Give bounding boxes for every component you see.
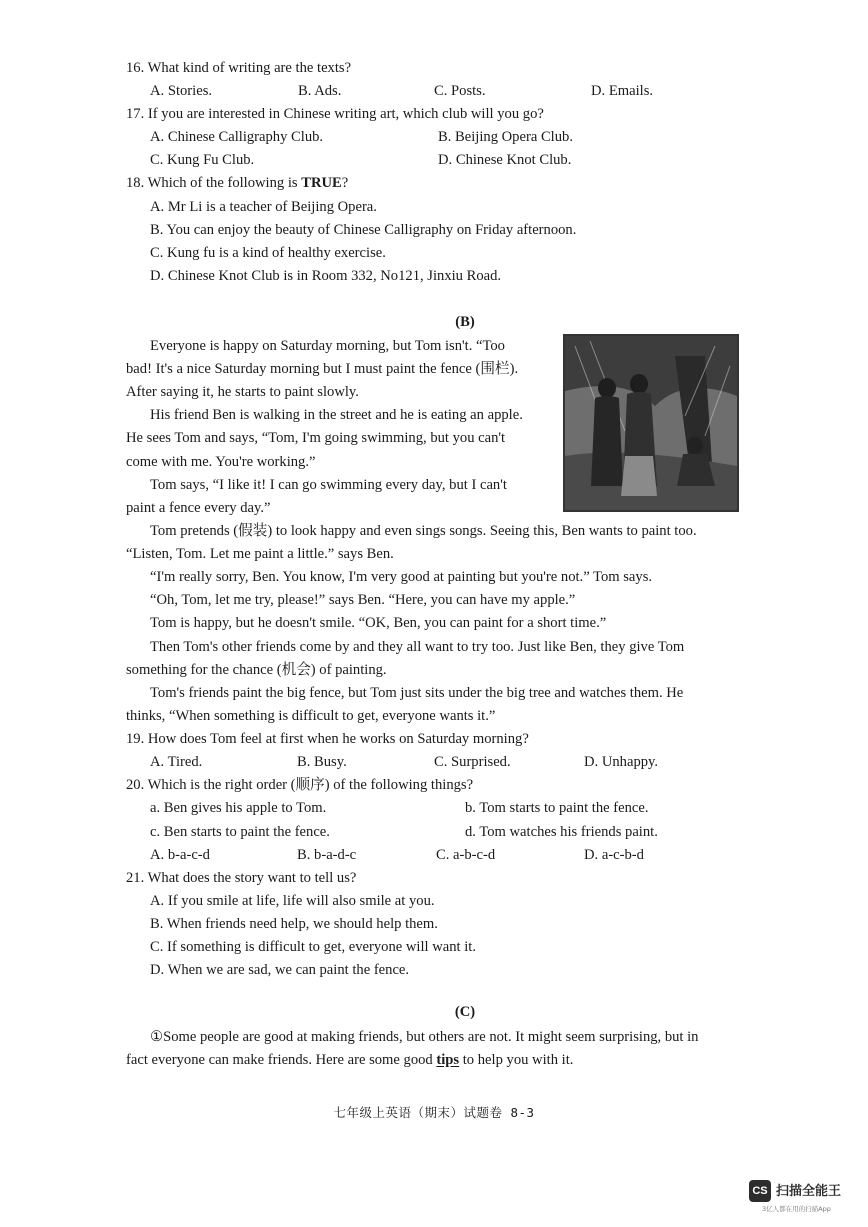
question-20-stem: 20. Which is the right order (顺序) of the following things? [126,777,474,793]
story-line-6: come with me. You're working.” [126,454,316,470]
q21-option-d: D. When we are sad, we can paint the fence. [150,962,410,978]
story-line-1: Everyone is happy on Saturday morning, but Tom isn't. “Too [150,338,505,354]
camscanner-name: 扫描全能王 [776,1184,842,1199]
passage-c-line-2: fact everyone can make friends. Here are some good tips to help you with it. [126,1052,574,1068]
question-21-stem: 21. What does the story want to tell us? [126,870,357,886]
q19-option-b: B. Busy. [297,754,347,770]
q20-option-a: A. b-a-c-d [150,847,210,863]
story-line-15: something for the chance (机会) of painting. [126,662,387,678]
q18-option-a: A. Mr Li is a teacher of Beijing Opera. [150,199,377,215]
q20-option-b: B. b-a-d-c [297,847,357,863]
story-line-2: bad! It's a nice Saturday morning but I must paint the fence (围栏). [126,361,519,377]
q21-option-c: C. If something is difficult to get, everyone will want it. [150,939,477,955]
underlined-word-tips: tips [436,1052,460,1068]
camscanner-logo-icon: CS [749,1180,771,1202]
story-line-8: paint a fence every day.” [126,500,271,516]
q21-option-b: B. When friends need help, we should help them. [150,916,438,932]
q16-option-c: C. Posts. [434,83,486,99]
story-line-4: His friend Ben is walking in the street and he is eating an apple. [150,407,523,423]
question-17-stem: 17. If you are interested in Chinese writing art, which club will you go? [126,106,544,122]
q19-option-d: D. Unhappy. [584,754,659,770]
q19-option-c: C. Surprised. [434,754,511,770]
q21-option-a: A. If you smile at life, life will also smile at you. [150,893,435,909]
story-line-3: After saying it, he starts to paint slowly. [126,384,359,400]
q16-option-d: D. Emails. [591,83,654,99]
q20-item-d: d. Tom watches his friends paint. [465,824,658,840]
story-line-14: Then Tom's other friends come by and they all want to try too. Just like Ben, they give Tom [150,639,685,655]
story-line-10: “Listen, Tom. Let me paint a little.” says Ben. [126,546,394,562]
q17-option-d: D. Chinese Knot Club. [438,152,572,168]
story-line-11: “I'm really sorry, Ben. You know, I'm very good at painting but you're not.” Tom says. [150,569,653,585]
section-c-heading: (C) [454,1004,476,1020]
story-line-17: thinks, “When something is difficult to get, everyone wants it.” [126,708,496,724]
question-19-stem: 19. How does Tom feel at first when he works on Saturday morning? [126,731,529,747]
q20-option-c: C. a-b-c-d [436,847,496,863]
q20-item-b: b. Tom starts to paint the fence. [465,800,649,816]
page-footer: 七年级上英语（期末）试题卷 8-3 [333,1105,535,1120]
q18-option-b: B. You can enjoy the beauty of Chinese Calligraphy on Friday afternoon. [150,222,577,238]
story-line-7: Tom says, “I like it! I can go swimming every day, but I can't [150,477,507,493]
passage-c-line-1: ①Some people are good at making friends, but others are not. It might seem surprising, but in [150,1029,699,1045]
q17-option-b: B. Beijing Opera Club. [438,129,573,145]
q18-option-d: D. Chinese Knot Club is in Room 332, No121, Jinxiu Road. [150,268,502,284]
q18-option-c: C. Kung fu is a kind of healthy exercise. [150,245,386,261]
story-line-9: Tom pretends (假装) to look happy and even sings songs. Seeing this, Ben wants to paint too. [150,523,697,539]
camscanner-tagline: 3亿人都在用的扫描App [762,1205,831,1213]
q20-option-d: D. a-c-b-d [584,847,644,863]
question-16-stem: 16. What kind of writing are the texts? [126,60,352,76]
q17-option-c: C. Kung Fu Club. [150,152,255,168]
q17-option-a: A. Chinese Calligraphy Club. [150,129,324,145]
story-line-16: Tom's friends paint the big fence, but Tom just sits under the big tree and watches them. He [150,685,684,701]
section-b-heading: (B) [455,314,475,330]
q19-option-a: A. Tired. [150,754,203,770]
q16-option-a: A. Stories. [150,83,213,99]
story-line-12: “Oh, Tom, let me try, please!” says Ben. “Here, you can have my apple.” [150,592,576,608]
q20-item-a: a. Ben gives his apple to Tom. [150,800,327,816]
story-line-13: Tom is happy, but he doesn't smile. “OK, Ben, you can paint for a short time.” [150,615,607,631]
q20-item-c: c. Ben starts to paint the fence. [150,824,330,840]
q16-option-b: B. Ads. [298,83,342,99]
question-18-stem: 18. Which of the following is TRUE? [126,175,349,191]
story-line-5: He sees Tom and says, “Tom, I'm going swimming, but you can't [126,430,506,446]
story-illustration [563,334,739,512]
